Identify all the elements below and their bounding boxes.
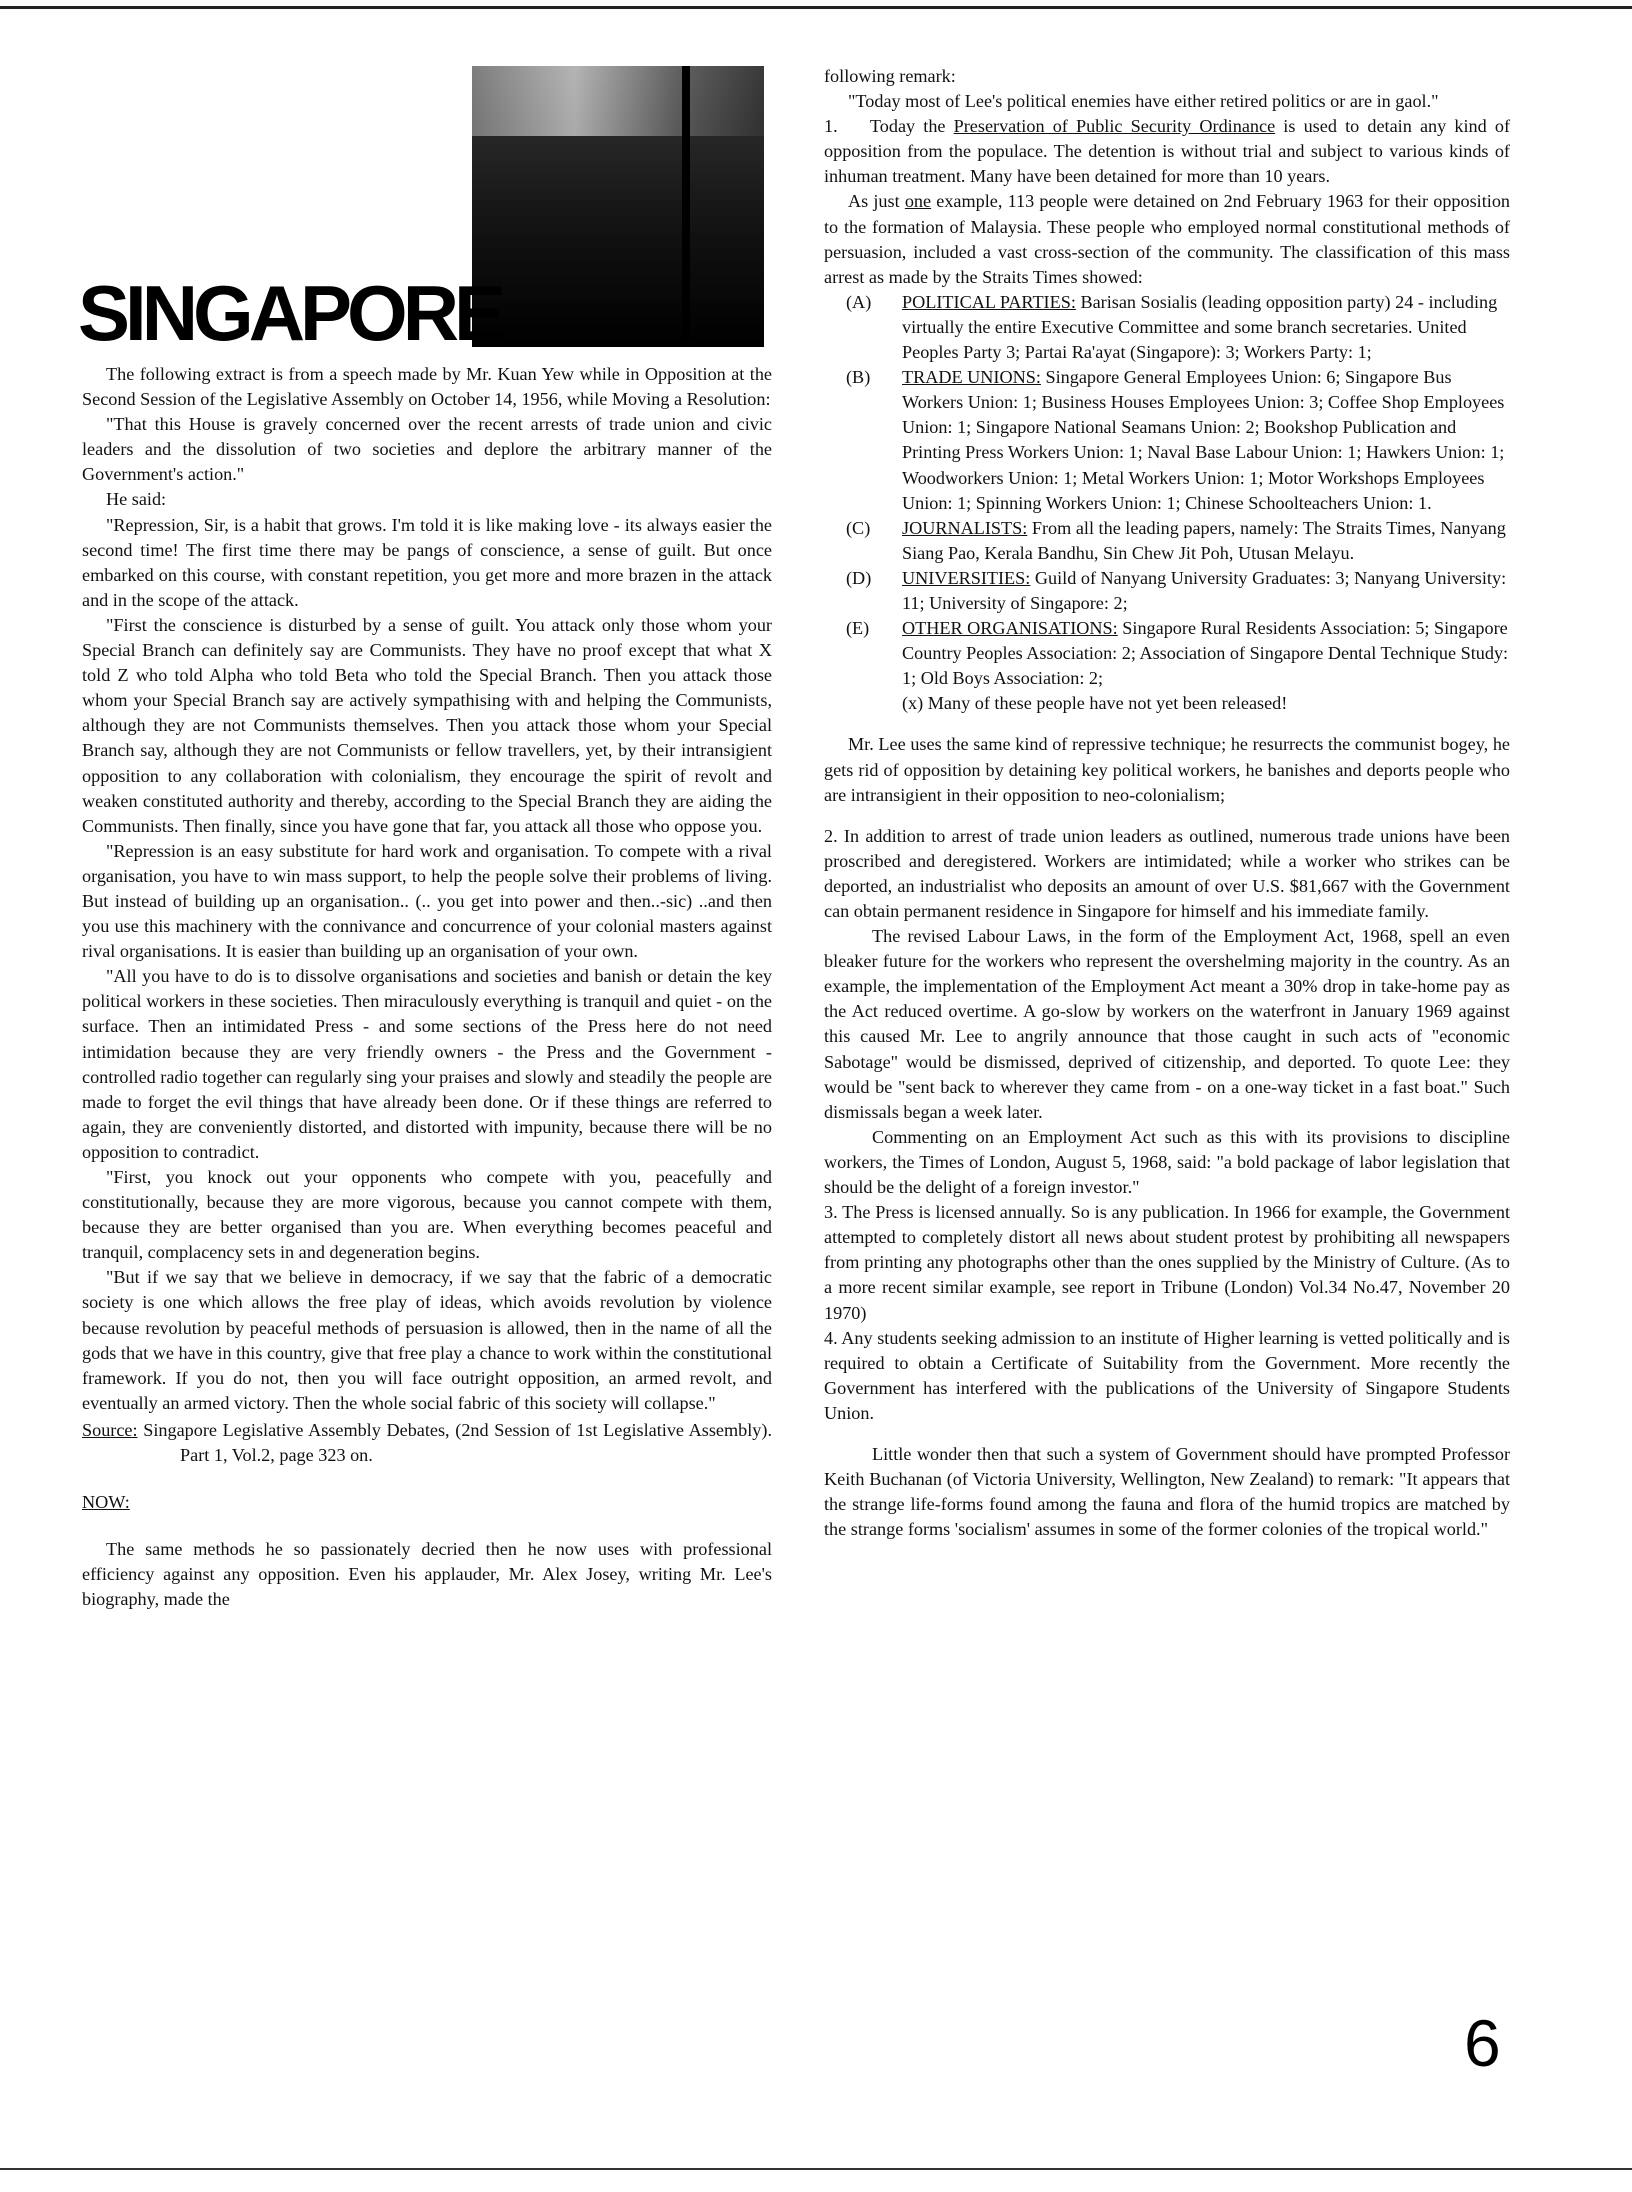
times-paragraph: Commenting on an Employment Act such as this with its provisions to discipline workers, the Times of London, August 5, 1968, said: "a bold package of labor legislation that should be the delight of a foreign investor.": [824, 1126, 1510, 1198]
speech-paragraph-5: "First, you knock out your opponents who compete with you, peacefully and constitutionally, because they are more vigorous, because you cannot compete with them, because they are better organised than you are. When everything becomes peaceful and tranquil, complacency sets in and degeneration begins.: [82, 1167, 772, 1263]
org-heading: POLITICAL PARTIES:: [902, 291, 1076, 312]
speech-paragraph-1: "Repression, Sir, is a habit that grows. I'm told it is like making love - its always easier the second time! The first time there may be pangs of conscience, a sense of guilt. But once embarked on this course, with constant repetition, you get more and more brazen in the attack and in the scope of the attack.: [82, 514, 772, 610]
page-title: SINGAPORE: [78, 269, 502, 357]
he-said-line: He said:: [106, 489, 167, 510]
item-1-number: 1.: [824, 116, 838, 137]
example-one: one: [904, 191, 932, 212]
org-heading: OTHER ORGANISATIONS:: [902, 618, 1118, 639]
source-label: Source:: [82, 1419, 138, 1440]
photo-mast: [682, 66, 690, 347]
item-2: 2. In addition to arrest of trade union leaders as outlined, numerous trade unions have been proscribed and deregistered. Workers are intimidated; while a worker who strikes can be deported, an industrialist who deposits an amount of over U.S. $81,667 with the Government can obtain permanent residence in Singapore for himself and his immediate family.: [824, 825, 1510, 921]
speech-paragraph-6: "But if we say that we believe in democracy, if we say that the fabric of a democratic society is one which allows the free play of ideas, which avoids revolution by violence because revolution by peaceful methods of persuasion is allowed, then in the name of all the gods that we have in this country, give that free play a chance to work within the constitutional framework. If you do not, then you will face outright opposition, an armed revolt, and eventually an armed victory. Then the whole social fabric of this society will collapse.": [82, 1267, 772, 1413]
right-column: [824, 64, 1510, 1542]
org-item: [824, 290, 1510, 365]
header-photo: [472, 66, 764, 347]
org-heading: UNIVERSITIES:: [902, 567, 1031, 588]
item-4: 4. Any students seeking admission to an institute of Higher learning is vetted politically and is required to obtain a Certificate of Suitability from the Government. More recently the Government has interfered with the publications of the University of Singapore Students Union.: [824, 1327, 1510, 1423]
org-label: (D): [846, 567, 872, 588]
source-text: Singapore Legislative Assembly Debates, (2nd Session of 1st Legislative Assembly). Part 1, Vol.2, page 323 on.: [143, 1419, 772, 1466]
left-column: [82, 362, 772, 1613]
release-note: (x) Many of these people have not yet been released!: [902, 693, 1288, 714]
now-label: NOW:: [82, 1492, 130, 1513]
org-item: [824, 616, 1510, 691]
org-heading: JOURNALISTS:: [902, 517, 1028, 538]
now-heading: [82, 1490, 772, 1515]
org-label: (A): [846, 291, 872, 312]
org-text: [902, 516, 1510, 566]
org-label: (B): [846, 367, 871, 388]
org-item: [824, 516, 1510, 566]
speech-paragraph-3: "Repression is an easy substitute for hard work and organisation. To compete with a rival organisation, you have to win mass support, to help the people solve their problems of living. But instead of building up an organisation.. (.. you get into power and then..-sic) ..and then you use this machinery with the connivance and concurrence of your colonial masters against rival organisations. It is easier than building up an organisation of your own.: [82, 840, 772, 962]
josey-quote: "Today most of Lee's political enemies have either retired politics or are in gaol.": [848, 91, 1439, 112]
org-body: Guild of Nanyang University Graduates: 3; Nanyang University: 11; University of Singapore: 2;: [902, 567, 1507, 613]
org-label: (C): [846, 517, 871, 538]
org-text: [902, 566, 1510, 616]
top-border-line: [0, 6, 1632, 9]
resolution-quote: "That this House is gravely concerned over the recent arrests of trade union and civic leaders and the dissolution of two societies and deplore the arbitrary manner of the Government's action.": [82, 414, 772, 485]
item-1-post: is used to detain any kind of opposition from the populace. The detention is without trial and subject to various kinds of inhuman treatment. Many have been detained for more than 10 years.: [824, 116, 1510, 187]
example-paragraph: [824, 189, 1510, 289]
labour-laws-paragraph: The revised Labour Laws, in the form of the Employment Act, 1968, spell an even bleaker future for the workers who represent the overshelming majority in the country. As an example, the implementation of the Employment Act meant a 30% drop in take-home pay as the Act reduced overtime. A go-slow by workers on the waterfront in January 1969 against this caused Mr. Lee to angrily announce that those caught in such acts of "economic Sabotage" would be dismissed, deprived of citizenship, and deported. To quote Lee: they would be "sent back to wherever they came from - on a one-way ticket in a fast boat." Such dismissals began a week later.: [824, 926, 1510, 1122]
org-text: [902, 616, 1510, 691]
following-remark: following remark:: [824, 66, 956, 86]
org-label: (E): [846, 618, 870, 639]
org-body: Barisan Sosialis (leading opposition party) 24 - including virtually the entire Executive Committee and some branch secretaries. United Peoples Party 3; Partai Ra'ayat (Singapore): 3; Workers Party: 1;: [902, 291, 1498, 363]
org-text: [902, 365, 1510, 516]
photo-sky: [472, 66, 764, 136]
org-heading: TRADE UNIONS:: [902, 367, 1041, 388]
example-pre: As just: [848, 191, 900, 212]
ordinance-name: Preservation of Public Security Ordinance: [953, 116, 1276, 137]
detention-classification: [824, 290, 1510, 692]
conclusion-paragraph: Little wonder then that such a system of Government should have prompted Professor Keith Buchanan (of Victoria University, Wellington, New Zealand) to remark: "It appears that the strange life-forms found among the fauna and flora of the humid tropics are matched by the strange forms 'socialism' assumes in some of the former colonies of the tropical world.": [824, 1443, 1510, 1540]
org-item: [824, 566, 1510, 616]
source-citation: [82, 1418, 772, 1468]
page-number: 6: [1464, 2006, 1501, 2080]
speech-paragraph-2: "First the conscience is disturbed by a sense of guilt. You attack only those whom your Special Branch can definitely say are Communists. They have no proof except that what X told Z who told Alpha who told Beta who told the Special Branch. Then you attack those whom your Special Branch say are actively sympathising with and helping the Communists, although they are not Communists themselves. Then you attack those whom your Special Branch say, although they are not Communists or fellow travellers, yet, by their intransigient opposition to any collaboration with colonialism, they encourage the spirit of revolt and weaken constituted authority and thereby, according to the Special Branch they are aiding the Communists. Then finally, since you have gone that far, you attack all those who oppose you.: [82, 614, 772, 836]
example-post: example, 113 people were detained on 2nd February 1963 for their opposition to the formation of Malaysia. These people who employed normal constitutional methods of persuasion, included a vast cross-section of the community. The classification of this mass arrest as made by the Straits Times showed:: [824, 191, 1511, 287]
org-item: [824, 365, 1510, 516]
bottom-border-line: [0, 2168, 1632, 2170]
org-text: [902, 290, 1510, 365]
intro-paragraph: The following extract is from a speech made by Mr. Kuan Yew while in Opposition at the Second Session of the Legislative Assembly on October 14, 1956, while Moving a Resolution:: [82, 364, 772, 410]
org-body: Singapore General Employees Union: 6; Singapore Bus Workers Union: 1; Business Houses Employees Union: 3; Coffee Shop Employees Union: 1; Singapore National Seamans Union: 2; Bookshop Publication and Printing Press Workers Union: 1; Naval Base Labour Union: 1; Hawkers Union: 1; Woodworkers Union: 1; Metal Workers Union: 1; Motor Workshops Employees Union: 1; Spinning Workers Union: 1; Chinese Schoolteachers Union: 1.: [902, 367, 1505, 513]
now-paragraph: The same methods he so passionately decried then he now uses with professional efficiency against any opposition. Even his applauder, Mr. Alex Josey, writing Mr. Lee's biography, made the: [82, 1539, 772, 1610]
item-1-pre: Today the: [869, 116, 946, 137]
item-3: 3. The Press is licensed annually. So is any publication. In 1966 for example, the Government attempted to completely distort all news about student protest by prohibiting all newspapers from printing any photographs other than the ones supplied by the Ministry of Culture. (As to a more recent similar example, see report in Tribune (London) Vol.34 No.47, November 20 1970): [824, 1202, 1510, 1323]
speech-paragraph-4: "All you have to do is to dissolve organisations and societies and banish or detain the key political workers in these societies. Then miraculously everything is tranquil and quiet - on the surface. Then an intimidated Press - and some sections of the Press here do not need intimidation because they are very friendly owners - the Press and the Government - controlled radio together can regularly sing your praises and slowly and steadily the people are made to forget the evil things that have already been done. Or if these things are referred to again, they are conveniently distorted, and distorted with impunity, because there will be no opposition to contradict.: [82, 966, 772, 1162]
lee-technique-paragraph: Mr. Lee uses the same kind of repressive technique; he resurrects the communist bogey, he gets rid of opposition by detaining key political workers, he banishes and deports people who are intransigient in their opposition to neo-colonialism;: [824, 734, 1510, 805]
org-body: From all the leading papers, namely: The Straits Times, Nanyang Siang Pao, Kerala Bandhu, Sin Chew Jit Poh, Utusan Melayu.: [902, 517, 1506, 563]
org-body: Singapore Rural Residents Association: 5; Singapore Country Peoples Association: 2; Association of Singapore Dental Technique Study: 1; Old Boys Association: 2;: [902, 618, 1509, 689]
item-1: [824, 114, 1510, 189]
